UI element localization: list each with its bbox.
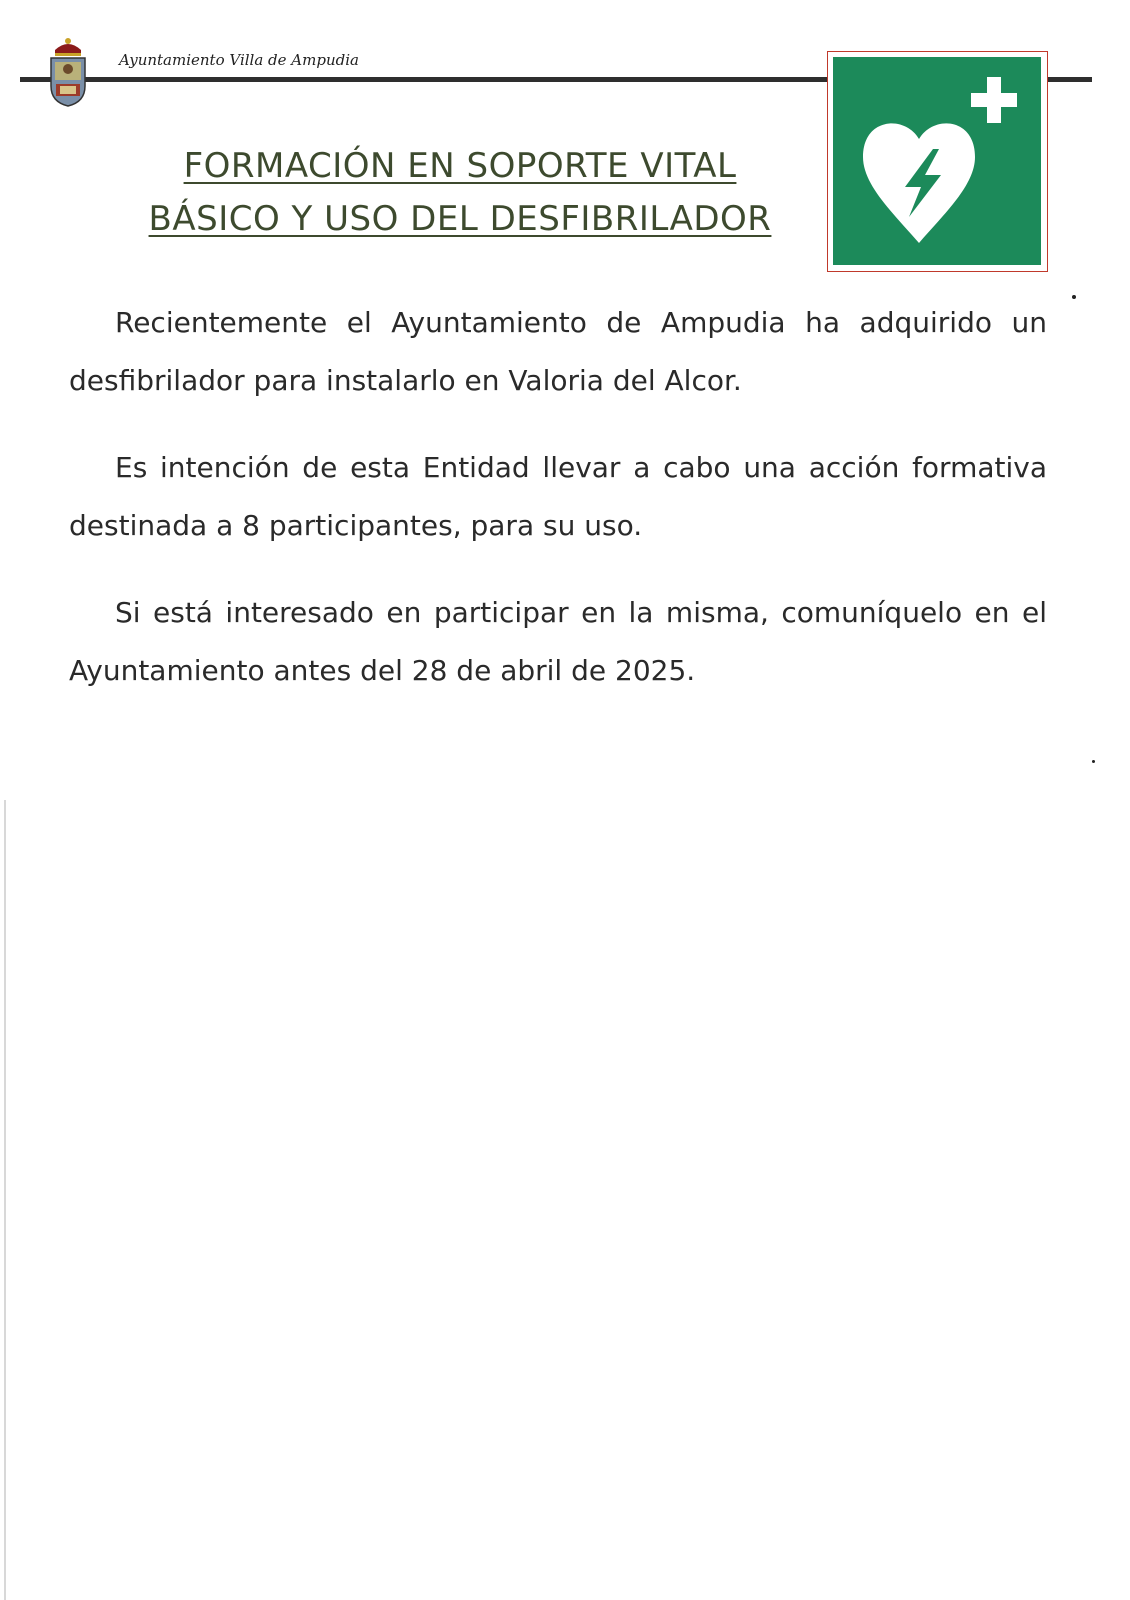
paragraph-registration: Si está interesado en participar en la misma, comuníquelo en el Ayuntamiento antes del 28 de abril de 2025. — [69, 596, 1047, 687]
title-line-1: FORMACIÓN EN SOPORTE VITAL — [183, 146, 737, 186]
scan-edge — [4, 800, 6, 1600]
title-line-2: BÁSICO Y USO DEL DESFIBRILADOR — [148, 199, 772, 239]
document-title — [100, 140, 820, 246]
aed-defibrillator-sign-icon — [827, 51, 1048, 272]
scan-speck — [1072, 295, 1076, 299]
paragraph-training: Es intención de esta Entidad llevar a cabo una acción formativa destinada a 8 participantes, para su uso. — [69, 451, 1047, 542]
paragraph-acquisition: Recientemente el Ayuntamiento de Ampudia ha adquirido un desfibrilador para instalarlo en Valoria del Alcor. — [69, 306, 1047, 397]
institution-name: Ayuntamiento Villa de Ampudia — [119, 51, 359, 69]
municipal-crest-icon — [47, 36, 89, 108]
scan-speck — [1092, 760, 1095, 763]
